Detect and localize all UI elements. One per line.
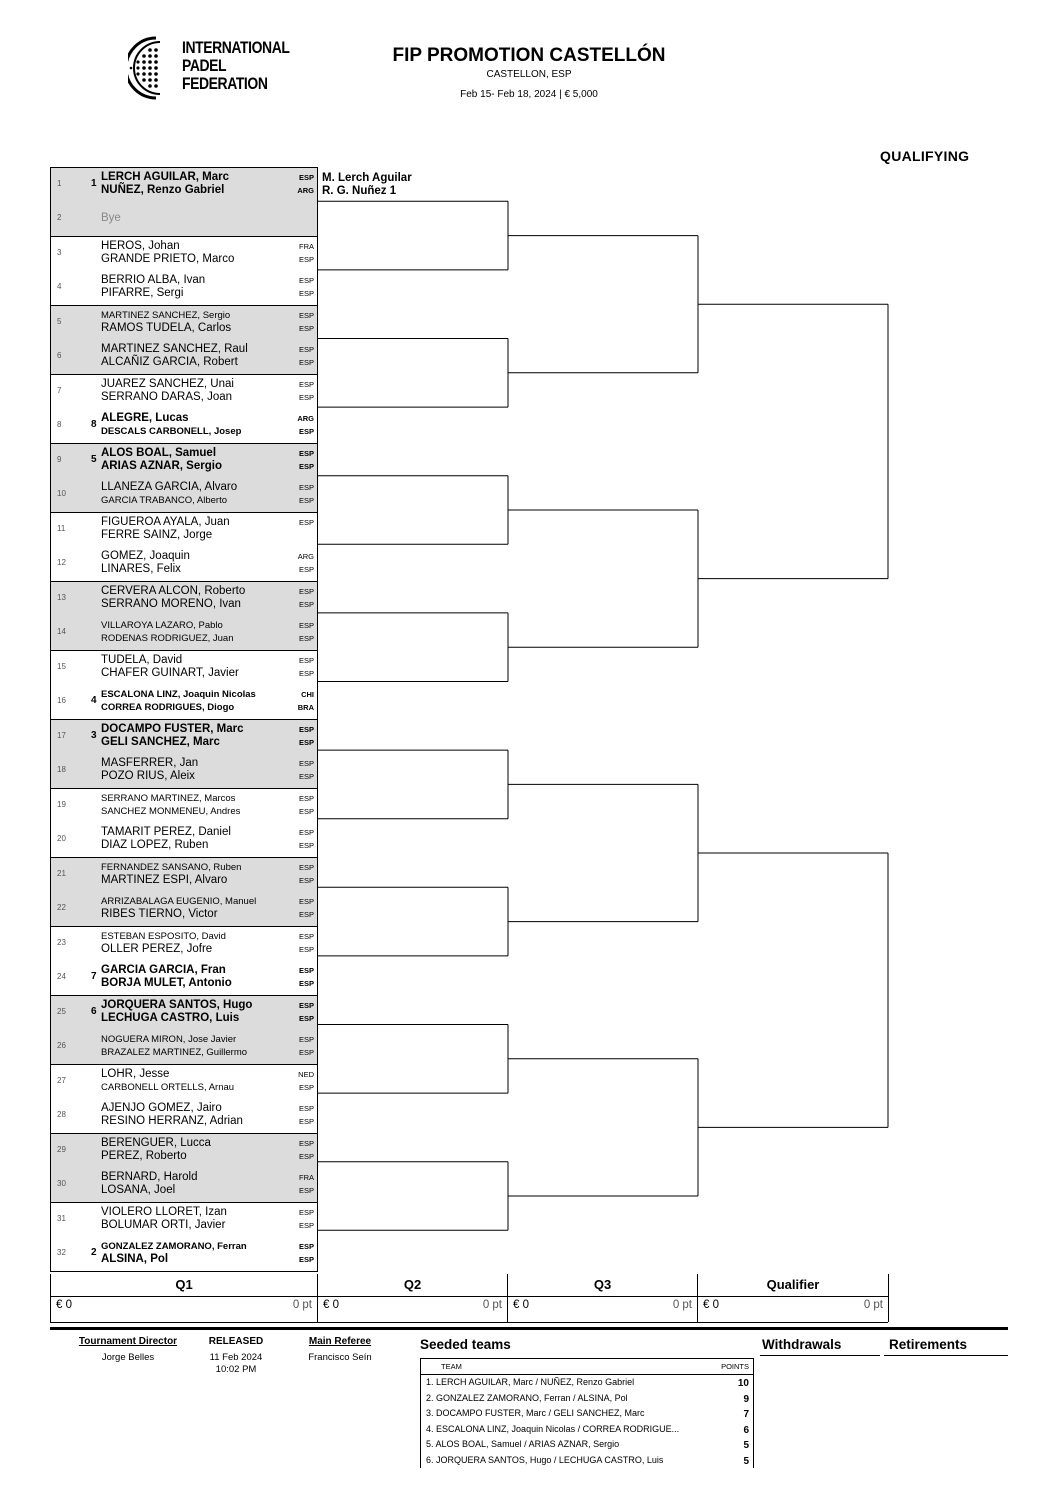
player-1-nat: ARG bbox=[297, 414, 314, 423]
round-prize: € 0 bbox=[703, 1299, 719, 1311]
player-1-name: NOGUERA MIRON, Jose Javier bbox=[101, 1034, 237, 1045]
seed-team-name: ALOS BOAL, Samuel / ARIAS AZNAR, Sergio bbox=[435, 1439, 620, 1449]
player-2-name: GARCIA TRABANCO, Alberto bbox=[101, 495, 228, 506]
withdrawals-underline bbox=[760, 1355, 880, 1356]
player-1-nat: ESP bbox=[298, 380, 314, 389]
player-2-nat: BRA bbox=[297, 703, 314, 712]
player-2-nat: ESP bbox=[298, 324, 314, 333]
player-2-nat: ESP bbox=[298, 807, 314, 816]
seed-team-name: ESCALONA LINZ, Joaquin Nicolas / CORREA RODRIGUE... bbox=[436, 1423, 680, 1434]
player-1-nat: ESP bbox=[298, 276, 314, 285]
player-2-name: ARIAS AZNAR, Sergio bbox=[101, 460, 222, 472]
player-2-nat: ESP bbox=[298, 358, 314, 367]
player-1-name: LOHR, Jesse bbox=[101, 1068, 170, 1080]
seed-rank: 2. bbox=[426, 1392, 434, 1403]
player-1-name: ESCALONA LINZ, Joaquin Nicolas bbox=[101, 689, 256, 700]
referee-block bbox=[290, 1336, 390, 1363]
player-1-name: TAMARIT PEREZ, Daniel bbox=[101, 826, 231, 838]
player-2-nat: ESP bbox=[298, 634, 314, 643]
released-time: 10:02 PM bbox=[215, 1364, 257, 1375]
seeded-team bbox=[426, 1377, 721, 1387]
player-2-name: BORJA MULET, Antonio bbox=[101, 977, 232, 989]
round-points: 0 pt bbox=[482, 1299, 502, 1311]
referee-label: Main Referee bbox=[308, 1336, 372, 1347]
round1-winner bbox=[322, 172, 412, 198]
player-2-name: POZO RIUS, Aleix bbox=[101, 770, 195, 782]
winner-line-2: R. G. Nuñez 1 bbox=[322, 185, 397, 197]
seeded-team bbox=[426, 1439, 721, 1449]
slot-number: 22 bbox=[57, 903, 66, 912]
player-2-name: FERRE SAINZ, Jorge bbox=[101, 529, 213, 541]
player-1-nat: ESP bbox=[298, 449, 314, 458]
player-1-name: FERNANDEZ SANSANO, Ruben bbox=[101, 862, 242, 873]
player-1-name: SERRANO MARTINEZ, Marcos bbox=[101, 793, 236, 804]
logo-line-3: FEDERATION bbox=[182, 74, 268, 93]
logo-line-2: PADEL bbox=[182, 56, 227, 75]
player-2-nat: ESP bbox=[298, 669, 314, 678]
player-1-nat: ESP bbox=[298, 621, 314, 630]
slot-number: 9 bbox=[57, 455, 62, 464]
player-1-name: GOMEZ, Joaquin bbox=[101, 550, 190, 562]
seed-points: 6 bbox=[743, 1424, 749, 1436]
slot-number: 8 bbox=[57, 420, 62, 429]
player-2-name: PEREZ, Roberto bbox=[101, 1150, 187, 1162]
round-prize: € 0 bbox=[56, 1299, 72, 1311]
player-1-nat: ESP bbox=[298, 897, 314, 906]
slot-number: 23 bbox=[57, 938, 66, 947]
player-2-nat: ESP bbox=[298, 1014, 314, 1023]
player-2-nat: ESP bbox=[298, 1255, 314, 1264]
slot-number: 30 bbox=[57, 1179, 66, 1188]
player-2-name: SERRANO DARAS, Joan bbox=[101, 391, 233, 403]
round-name: Q2 bbox=[318, 1274, 507, 1297]
player-2-nat: ESP bbox=[298, 565, 314, 574]
player-2-name: SANCHEZ MONMENEU, Andres bbox=[101, 806, 241, 817]
seed-points: 5 bbox=[743, 1455, 749, 1467]
seed-team-name: JORQUERA SANTOS, Hugo / LECHUGA CASTRO, Luis bbox=[436, 1454, 664, 1465]
player-2-name: GRANDE PRIETO, Marco bbox=[101, 253, 235, 265]
seed-number: 5 bbox=[91, 454, 97, 465]
seed-points: 5 bbox=[743, 1440, 749, 1451]
player-1-name: JUAREZ SANCHEZ, Unai bbox=[101, 378, 234, 390]
player-1-name: MARTINEZ SANCHEZ, Sergio bbox=[101, 310, 231, 321]
player-2-name: RESINO HERRANZ, Adrian bbox=[101, 1115, 243, 1127]
footer-divider bbox=[50, 1327, 1008, 1330]
player-1-nat: ESP bbox=[298, 483, 314, 492]
player-1-name: LLANEZA GARCIA, Alvaro bbox=[101, 481, 238, 493]
player-1-nat: ESP bbox=[298, 725, 314, 734]
slot-number: 14 bbox=[57, 627, 66, 636]
retirements-underline bbox=[884, 1355, 1008, 1356]
player-1-name: GONZALEZ ZAMORANO, Ferran bbox=[101, 1241, 247, 1252]
player-1-name: HEROS, Johan bbox=[101, 240, 180, 252]
player-2-nat: ESP bbox=[298, 393, 314, 402]
round-prize: € 0 bbox=[513, 1299, 529, 1311]
winner-line-1: M. Lerch Aguilar bbox=[322, 172, 412, 184]
seed-number: 6 bbox=[91, 1006, 97, 1017]
player-1-name: CERVERA ALCON, Roberto bbox=[101, 585, 246, 597]
player-2-name: LECHUGA CASTRO, Luis bbox=[101, 1012, 240, 1024]
player-1-nat: ESP bbox=[298, 794, 314, 803]
player-2-name: LOSANA, Joel bbox=[101, 1184, 176, 1196]
player-2-nat: ESP bbox=[298, 841, 314, 850]
seeded-teams-title: Seeded teams bbox=[420, 1337, 511, 1352]
player-1-name: JORQUERA SANTOS, Hugo bbox=[101, 999, 253, 1011]
slot-number: 27 bbox=[57, 1076, 66, 1085]
seed-number: 2 bbox=[91, 1247, 97, 1258]
player-1-nat: ESP bbox=[298, 1035, 314, 1044]
director-label: Tournament Director bbox=[78, 1336, 178, 1347]
player-2-nat: ESP bbox=[298, 979, 314, 988]
rounds-table bbox=[50, 1274, 888, 1323]
seeded-team bbox=[426, 1424, 721, 1434]
player-1-nat: ESP bbox=[298, 173, 314, 182]
round-col-q1 bbox=[50, 1274, 317, 1322]
player-2-nat: ARG bbox=[297, 186, 314, 195]
slot-number: 21 bbox=[57, 869, 66, 878]
slot-number: 5 bbox=[57, 317, 62, 326]
round-points: 0 pt bbox=[292, 1299, 312, 1311]
player-1-name: DOCAMPO FUSTER, Marc bbox=[101, 723, 244, 735]
referee-name: Francisco Seín bbox=[308, 1352, 372, 1363]
seeded-team bbox=[426, 1408, 721, 1418]
draw-type-label: QUALIFYING bbox=[880, 148, 970, 164]
round-col-q2 bbox=[317, 1274, 507, 1322]
seeded-table-rows bbox=[421, 1375, 753, 1468]
released-block bbox=[196, 1336, 276, 1375]
player-1-nat: NED bbox=[298, 1070, 314, 1079]
player-2-nat: ESP bbox=[298, 910, 314, 919]
player-1-nat: ESP bbox=[298, 1104, 314, 1113]
player-1-nat: ESP bbox=[298, 1139, 314, 1148]
player-2-nat: ESP bbox=[298, 462, 314, 471]
player-1-name: ALEGRE, Lucas bbox=[101, 412, 189, 424]
player-2-nat: ESP bbox=[298, 496, 314, 505]
player-1-name: TUDELA, David bbox=[101, 654, 183, 666]
player-1-name: ARRIZABALAGA EUGENIO, Manuel bbox=[101, 896, 257, 907]
seed-team-name: DOCAMPO FUSTER, Marc / GELI SANCHEZ, Marc bbox=[436, 1408, 645, 1418]
player-2-name: DIAZ LOPEZ, Ruben bbox=[101, 839, 209, 851]
player-2-nat: ESP bbox=[298, 600, 314, 609]
player-1-nat: ESP bbox=[298, 656, 314, 665]
player-2-name: CARBONELL ORTELLS, Arnau bbox=[101, 1082, 235, 1093]
player-2-name: ALSINA, Pol bbox=[101, 1253, 169, 1265]
slot-number: 6 bbox=[57, 351, 62, 360]
seed-rank: 3. bbox=[426, 1408, 434, 1418]
seed-number: 1 bbox=[91, 178, 97, 189]
logo-line-1: INTERNATIONAL bbox=[182, 38, 290, 57]
player-1-name: ALOS BOAL, Samuel bbox=[101, 447, 217, 459]
slot-number: 15 bbox=[57, 662, 66, 671]
player-1-name: GARCIA GARCIA, Fran bbox=[101, 964, 226, 976]
player-1-nat: ESP bbox=[298, 863, 314, 872]
player-1-nat: ESP bbox=[298, 518, 314, 527]
player-2-name: LINARES, Felix bbox=[101, 563, 181, 575]
seed-rank: 4. bbox=[426, 1423, 434, 1434]
player-2-nat: ESP bbox=[298, 1083, 314, 1092]
slot-number: 20 bbox=[57, 834, 66, 843]
player-1-nat: ESP bbox=[298, 932, 314, 941]
seed-number: 3 bbox=[91, 730, 97, 741]
player-1-nat: ESP bbox=[298, 828, 314, 837]
player-2-name: OLLER PEREZ, Jofre bbox=[101, 943, 213, 955]
seed-points: 9 bbox=[743, 1393, 749, 1405]
seed-number: 8 bbox=[91, 419, 97, 430]
player-2-name: RIBES TIERNO, Victor bbox=[101, 908, 218, 920]
round-name: Qualifier bbox=[698, 1274, 888, 1297]
director-name: Jorge Belles bbox=[101, 1352, 155, 1363]
round-col-qualifier bbox=[697, 1274, 889, 1322]
seed-team-name: GONZALEZ ZAMORANO, Ferran / ALSINA, Pol bbox=[436, 1392, 628, 1403]
slot-number: 4 bbox=[57, 282, 62, 291]
seeded-team-row bbox=[421, 1391, 753, 1407]
seeded-team-row bbox=[421, 1406, 753, 1422]
player-1-name: BERNARD, Harold bbox=[101, 1171, 198, 1183]
round-points: 0 pt bbox=[863, 1299, 883, 1311]
tournament-title: FIP PROMOTION CASTELLÓN bbox=[392, 45, 666, 66]
withdrawals-title: Withdrawals bbox=[762, 1337, 842, 1352]
col-points: POINTS bbox=[721, 1362, 749, 1371]
player-2-name: NUÑEZ, Renzo Gabriel bbox=[101, 184, 225, 196]
player-1-nat: ESP bbox=[298, 759, 314, 768]
seeded-team-row bbox=[421, 1453, 753, 1469]
seed-points: 10 bbox=[737, 1378, 749, 1389]
seed-number: 4 bbox=[91, 695, 97, 706]
player-2-nat: ESP bbox=[298, 1186, 314, 1195]
player-2-name: SERRANO MORENO, Ivan bbox=[101, 598, 241, 610]
slot-number: 25 bbox=[57, 1007, 66, 1016]
slot-number: 29 bbox=[57, 1145, 66, 1154]
player-1-nat: ESP bbox=[298, 311, 314, 320]
player-1-name: AJENJO GOMEZ, Jairo bbox=[101, 1102, 222, 1114]
seeded-team-row bbox=[421, 1437, 753, 1453]
player-2-nat: ESP bbox=[298, 427, 314, 436]
tournament-location: CASTELLON, ESP bbox=[486, 69, 572, 80]
slot-number: 28 bbox=[57, 1110, 66, 1119]
slot-number: 17 bbox=[57, 731, 66, 740]
slot-number: 16 bbox=[57, 696, 66, 705]
retirements-title: Retirements bbox=[889, 1337, 968, 1352]
player-1-nat: CHI bbox=[301, 690, 314, 699]
seed-number: 7 bbox=[91, 971, 97, 982]
player-2-name: BOLUMAR ORTI, Javier bbox=[101, 1219, 226, 1231]
slot-number: 32 bbox=[57, 1248, 66, 1257]
round-name: Q1 bbox=[51, 1274, 317, 1297]
player-2-name: CHAFER GUINART, Javier bbox=[101, 667, 239, 679]
player-1-name: ESTEBAN ESPOSITO, David bbox=[101, 931, 226, 942]
director-block bbox=[62, 1336, 194, 1363]
seed-points: 7 bbox=[743, 1409, 749, 1420]
released-label: RELEASED bbox=[208, 1336, 264, 1347]
player-1-name: BERENGUER, Lucca bbox=[101, 1137, 211, 1149]
player-1-nat: ESP bbox=[298, 1001, 314, 1010]
round-name: Q3 bbox=[508, 1274, 697, 1297]
slot-number: 24 bbox=[57, 972, 66, 981]
seeded-teams-table bbox=[420, 1358, 754, 1468]
seeded-table-header bbox=[421, 1358, 753, 1375]
player-1-nat: FRA bbox=[299, 1173, 314, 1182]
round-prize: € 0 bbox=[323, 1299, 339, 1311]
player-2-nat: ESP bbox=[298, 1048, 314, 1057]
player-1-nat: ESP bbox=[298, 345, 314, 354]
seeded-team-row bbox=[421, 1422, 753, 1438]
player-2-name: DESCALS CARBONELL, Josep bbox=[101, 426, 242, 437]
player-1-name: MASFERRER, Jan bbox=[101, 757, 199, 769]
player-1-nat: ESP bbox=[298, 1208, 314, 1217]
player-1-name: BERRIO ALBA, Ivan bbox=[101, 274, 206, 286]
seed-rank: 1. bbox=[426, 1377, 434, 1387]
player-2-nat: ESP bbox=[298, 945, 314, 954]
player-1-nat: ESP bbox=[298, 1242, 314, 1251]
round-points: 0 pt bbox=[672, 1299, 692, 1311]
player-2-name: CORREA RODRIGUES, Diogo bbox=[101, 702, 235, 713]
player-2-name: MARTINEZ ESPI, Alvaro bbox=[101, 874, 228, 886]
player-2-name: RAMOS TUDELA, Carlos bbox=[101, 322, 232, 334]
seed-rank: 6. bbox=[426, 1454, 434, 1465]
slot-number: 2 bbox=[57, 213, 62, 222]
player-1-name: VILLAROYA LAZARO, Pablo bbox=[101, 620, 223, 631]
seeded-team bbox=[426, 1393, 721, 1403]
player-2-nat: ESP bbox=[298, 1221, 314, 1230]
player-2-name: PIFARRE, Sergi bbox=[101, 287, 184, 299]
player-2-name: ALCAÑIZ GARCIA, Robert bbox=[101, 356, 238, 368]
player-1-name: VIOLERO LLORET, Izan bbox=[101, 1206, 227, 1218]
player-2-nat: ESP bbox=[298, 772, 314, 781]
slot-number: 13 bbox=[57, 593, 66, 602]
slot-number: 3 bbox=[57, 248, 62, 257]
slot-number: 11 bbox=[57, 524, 66, 533]
player-2-name: RODENAS RODRIGUEZ, Juan bbox=[101, 633, 234, 644]
player-2-name: BRAZALEZ MARTINEZ, Guillermo bbox=[101, 1047, 248, 1058]
released-date: 11 Feb 2024 bbox=[209, 1352, 263, 1363]
player-1-nat: ESP bbox=[298, 966, 314, 975]
tournament-dates-prize: Feb 15- Feb 18, 2024 | € 5,000 bbox=[460, 89, 598, 100]
player-2-nat: ESP bbox=[298, 1152, 314, 1161]
seed-rank: 5. bbox=[426, 1439, 434, 1449]
seeded-team bbox=[426, 1455, 721, 1465]
player-2-nat: ESP bbox=[298, 1117, 314, 1126]
slot-number: 10 bbox=[57, 489, 66, 498]
slot-number: 18 bbox=[57, 765, 66, 774]
slot-number: 31 bbox=[57, 1214, 66, 1223]
seed-team-name: LERCH AGUILAR, Marc / NUÑEZ, Renzo Gabriel bbox=[436, 1377, 635, 1387]
player-1-nat: FRA bbox=[299, 242, 314, 251]
slot-number: 7 bbox=[57, 386, 62, 395]
player-2-nat: ESP bbox=[298, 738, 314, 747]
player-2-name: GELI SANCHEZ, Marc bbox=[101, 736, 220, 748]
round-col-q3 bbox=[507, 1274, 697, 1322]
player-2-nat: ESP bbox=[298, 289, 314, 298]
slot-number: 12 bbox=[57, 558, 66, 567]
slot-number: 1 bbox=[57, 179, 62, 188]
player-1-nat: ARG bbox=[297, 552, 314, 561]
player-1-name: MARTINEZ SANCHEZ, Raul bbox=[101, 343, 248, 355]
slot-number: 26 bbox=[57, 1041, 66, 1050]
seeded-team-row bbox=[421, 1375, 753, 1391]
slot-number: 19 bbox=[57, 800, 66, 809]
player-1-name: Bye bbox=[101, 212, 121, 224]
col-team: TEAM bbox=[441, 1362, 462, 1371]
player-2-nat: ESP bbox=[298, 876, 314, 885]
player-1-nat: ESP bbox=[298, 587, 314, 596]
player-1-name: LERCH AGUILAR, Marc bbox=[101, 171, 229, 183]
player-1-name: FIGUEROA AYALA, Juan bbox=[101, 516, 230, 528]
player-2-nat: ESP bbox=[298, 255, 314, 264]
